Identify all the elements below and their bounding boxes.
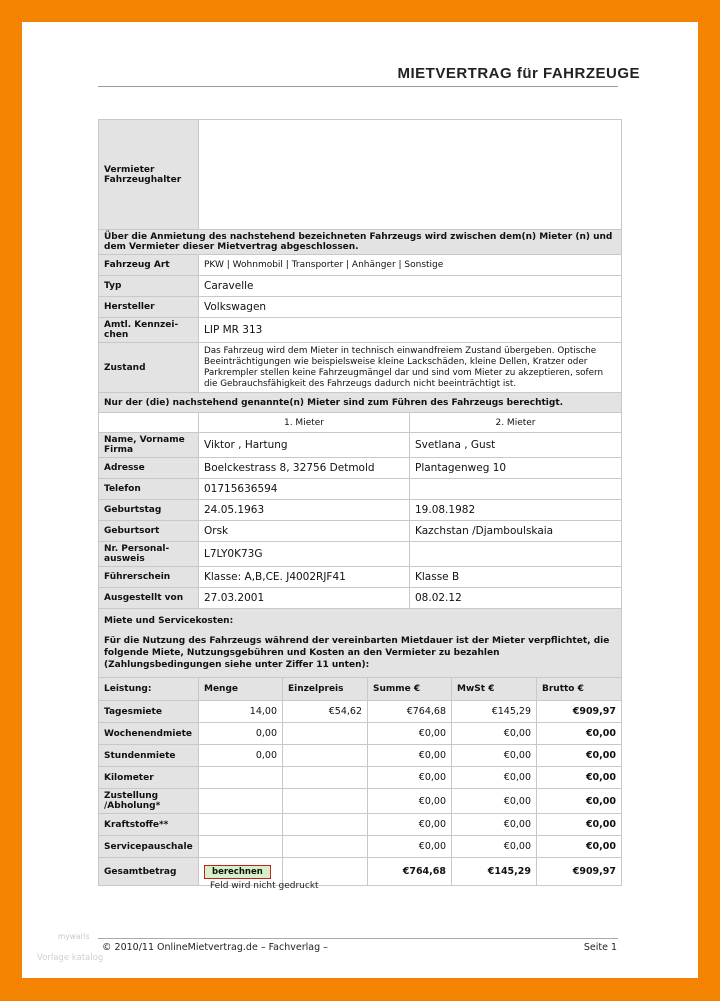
kennzeichen-label-line1: Amtl. Kennzei- [104, 320, 179, 330]
tenant1-birthplace-field[interactable]: Orsk [199, 521, 410, 542]
cost-label: Tagesmiete [99, 701, 199, 723]
costs-total-summe: €764,68 [368, 858, 452, 886]
cost-einzelpreis-field[interactable]: €54,62 [283, 701, 368, 723]
vehicle-kennzeichen-label [99, 318, 199, 343]
cost-summe: €0,00 [368, 723, 452, 745]
cost-mwst: €0,00 [452, 789, 537, 814]
vermieter-label-line2: Fahrzeughalter [104, 174, 182, 185]
cost-menge-field[interactable] [199, 814, 283, 836]
cost-row [99, 814, 622, 836]
cost-menge-field[interactable]: 0,00 [199, 745, 283, 767]
cost-brutto: €0,00 [537, 814, 622, 836]
tenant1-header: 1. Mieter [199, 413, 410, 433]
cost-summe: €0,00 [368, 814, 452, 836]
footer-divider [98, 938, 618, 939]
page-title: MIETVERTRAG für FAHRZEUGE [397, 65, 640, 82]
cost-mwst: €0,00 [452, 836, 537, 858]
cost-einzelpreis-field[interactable] [283, 745, 368, 767]
tenant1-license-field[interactable]: Klasse: A,B,CE. J4002RJF41 [199, 567, 410, 588]
costs-intro-text: Für die Nutzung des Fahrzeugs während der vereinbarten Mietdauer ist der Mieter verpflichtet, die folgende Miete, Nutzungsgebühren und Kosten an den Vermieter zu bezahlen (Zahlungsbedingungen siehe unter Ziffer 11 unten): [104, 636, 610, 670]
costs-header-mwst: MwSt € [452, 678, 537, 701]
cost-summe: €764,68 [368, 701, 452, 723]
cost-brutto: €0,00 [537, 745, 622, 767]
costs-header-einzelpreis: Einzelpreis [283, 678, 368, 701]
cost-row [99, 745, 622, 767]
cost-brutto: €0,00 [537, 767, 622, 789]
vehicle-typ-field[interactable]: Caravelle [199, 276, 622, 297]
berechnen-button[interactable]: berechnen [204, 865, 271, 879]
cost-einzelpreis-field[interactable] [283, 836, 368, 858]
vehicle-zustand-label: Zustand [99, 343, 199, 393]
cost-menge-field[interactable] [199, 767, 283, 789]
costs-total-brutto: €909,97 [537, 858, 622, 886]
cost-label: Stundenmiete [99, 745, 199, 767]
vehicle-kennzeichen-field[interactable]: LIP MR 313 [199, 318, 622, 343]
costs-header-leistung: Leistung: [99, 678, 199, 701]
footer-copyright: © 2010/11 OnlineMietvertrag.de – Fachverlag – [102, 942, 328, 953]
vehicle-hersteller-label: Hersteller [99, 297, 199, 318]
cost-menge-field[interactable]: 14,00 [199, 701, 283, 723]
costs-table [98, 677, 622, 886]
tenant-license-label: Führerschein [99, 567, 199, 588]
tenant1-id-field[interactable]: L7LY0K73G [199, 542, 410, 567]
costs-total-label: Gesamtbetrag [99, 858, 199, 886]
cost-menge-field[interactable] [199, 789, 283, 814]
cost-summe: €0,00 [368, 789, 452, 814]
tenant2-license-field[interactable]: Klasse B [410, 567, 622, 588]
costs-intro-block [99, 609, 622, 680]
cost-label: Kilometer [99, 767, 199, 789]
cost-label: Kraftstoffe** [99, 814, 199, 836]
cost-label: Zustellung /Abholung* [99, 789, 199, 814]
tenant1-phone-field[interactable]: 01715636594 [199, 479, 410, 500]
tenant1-birthday-field[interactable]: 24.05.1963 [199, 500, 410, 521]
vermieter-label-line1: Vermieter [104, 164, 155, 175]
vehicle-art-label: Fahrzeug Art [99, 255, 199, 276]
tenant2-name-field[interactable]: Svetlana , Gust [410, 433, 622, 458]
tenant-id-label: Nr. Personal-ausweis [99, 542, 199, 567]
tenant-issued-label: Ausgestellt von [99, 588, 199, 609]
costs-header-menge: Menge [199, 678, 283, 701]
costs-heading: Miete und Servicekosten: [104, 616, 234, 626]
vehicle-hersteller-field[interactable]: Volkswagen [199, 297, 622, 318]
costs-header-summe: Summe € [368, 678, 452, 701]
watermark-line2: Vorlage katalog [37, 953, 104, 963]
tenant2-issued-field[interactable]: 08.02.12 [410, 588, 622, 609]
tenant2-birthday-field[interactable]: 19.08.1982 [410, 500, 622, 521]
title-divider [98, 86, 618, 87]
cost-mwst: €0,00 [452, 723, 537, 745]
cost-row [99, 701, 622, 723]
vehicle-art-options[interactable]: PKW | Wohnmobil | Transporter | Anhänger | Sonstige [199, 255, 622, 276]
tenant-phone-label: Telefon [99, 479, 199, 500]
cost-brutto: €909,97 [537, 701, 622, 723]
tenant-name-label: Name, Vorname Firma [99, 433, 199, 458]
vehicle-typ-label: Typ [99, 276, 199, 297]
tenant1-name-field[interactable]: Viktor , Hartung [199, 433, 410, 458]
cost-label: Wochenendmiete [99, 723, 199, 745]
cost-summe: €0,00 [368, 767, 452, 789]
tenant2-birthplace-field[interactable]: Kazchstan /Djamboulskaia [410, 521, 622, 542]
vehicle-zustand-text: Das Fahrzeug wird dem Mieter in technisch einwandfreiem Zustand übergeben. Optische Beeinträchtigungen wie beispielsweise kleine Lackschäden, kleine Dellen, Kratzer oder Parkrempler stellen keine Fahrzeugmängel dar und sind vom Mieter zu akzeptieren, sofern die Gebrauchsfähigkeit des Fahrzeugs dadurch nicht beeinträchtigt ist. [199, 343, 622, 393]
vermieter-row [99, 120, 622, 230]
intro-text: Über die Anmietung des nachstehend bezeichneten Fahrzeugs wird zwischen dem(n) Mieter (n) und dem Vermieter dieser Mietvertrag abgeschlossen. [99, 230, 622, 255]
costs-total-row [99, 858, 622, 886]
cost-brutto: €0,00 [537, 789, 622, 814]
watermark-line1: mywaris [58, 932, 90, 941]
costs-header-row [99, 678, 622, 701]
cost-label: Servicepauschale [99, 836, 199, 858]
cost-row [99, 789, 622, 814]
cost-einzelpreis-field[interactable] [283, 789, 368, 814]
tenant2-header: 2. Mieter [410, 413, 622, 433]
tenant1-address-field[interactable]: Boelckestrass 8, 32756 Detmold [199, 458, 410, 479]
tenant-birthplace-label: Geburtsort [99, 521, 199, 542]
cost-row [99, 723, 622, 745]
drivers-intro-text: Nur der (die) nachstehend genannte(n) Mieter sind zum Führen des Fahrzeugs berechtigt. [99, 393, 622, 413]
cost-einzelpreis-field[interactable] [283, 767, 368, 789]
costs-header-brutto: Brutto € [537, 678, 622, 701]
tenant2-phone-field[interactable] [410, 479, 622, 500]
footer-page-number: Seite 1 [583, 942, 617, 953]
not-printed-note: Feld wird nicht gedruckt [210, 881, 319, 891]
tenant1-issued-field[interactable]: 27.03.2001 [199, 588, 410, 609]
contract-form-table [98, 119, 622, 680]
vermieter-label [99, 120, 199, 230]
cost-einzelpreis-field[interactable] [283, 723, 368, 745]
costs-total-mwst: €145,29 [452, 858, 537, 886]
tenant2-address-field[interactable]: Plantagenweg 10 [410, 458, 622, 479]
cost-mwst: €0,00 [452, 767, 537, 789]
cost-row [99, 836, 622, 858]
cost-mwst: €0,00 [452, 814, 537, 836]
tenant-birthday-label: Geburtstag [99, 500, 199, 521]
cost-brutto: €0,00 [537, 836, 622, 858]
cost-brutto: €0,00 [537, 723, 622, 745]
cost-einzelpreis-field[interactable] [283, 814, 368, 836]
cost-row [99, 767, 622, 789]
tenant-address-label: Adresse [99, 458, 199, 479]
cost-menge-field[interactable]: 0,00 [199, 723, 283, 745]
tenant-header-blank [99, 413, 199, 433]
cost-summe: €0,00 [368, 836, 452, 858]
vermieter-field[interactable] [199, 120, 622, 230]
cost-menge-field[interactable] [199, 836, 283, 858]
cost-summe: €0,00 [368, 745, 452, 767]
cost-mwst: €145,29 [452, 701, 537, 723]
kennzeichen-label-line2: chen [104, 330, 129, 340]
cost-mwst: €0,00 [452, 745, 537, 767]
tenant2-id-field[interactable] [410, 542, 622, 567]
